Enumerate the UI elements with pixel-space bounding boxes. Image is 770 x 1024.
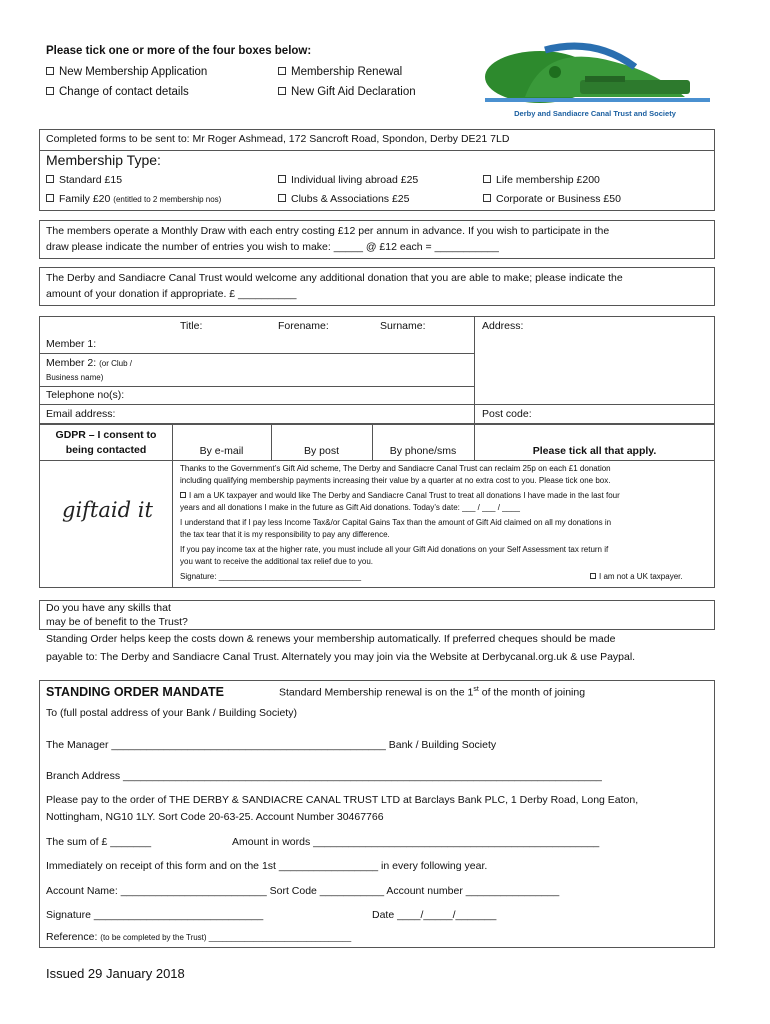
member1-label[interactable]: Member 1: [46, 338, 97, 350]
draw-text-2[interactable]: draw please indicate the number of entries you wish to make: _____ @ £12 each = ___________ [46, 241, 499, 253]
option-label: New Gift Aid Declaration [291, 86, 416, 98]
mandate-pay-2: Nottingham, NG10 1LY. Sort Code 20-63-25. Account Number 30467766 [46, 811, 384, 823]
member2-label[interactable]: Member 2: (or Club / [46, 357, 133, 369]
giftaid-uk-taxpayer[interactable]: I am a UK taxpayer and would like The Derby and Sandiacre Canal Trust to treat all donations I have made in the last four [180, 491, 620, 500]
checkbox-icon[interactable] [46, 87, 54, 95]
membership-abroad[interactable]: Individual living abroad £25 [278, 174, 418, 186]
checkbox-icon[interactable] [278, 175, 286, 183]
mandate-manager[interactable]: The Manager _______________________________________________ Bank / Building Society [46, 739, 497, 751]
checkbox-membership-renewal[interactable] [278, 66, 402, 78]
option-label: Change of contact details [59, 86, 189, 98]
instruction-heading: Please tick one or more of the four boxes below: [46, 45, 312, 57]
gdpr-tick-all: Please tick all that apply. [532, 445, 657, 457]
mandate-account[interactable]: Account Name: _________________________ Sort Code ___________ Account number ________________ [46, 885, 560, 897]
canal-logo-icon [485, 42, 710, 124]
mandate-pay-1: Please pay to the order of THE DERBY & SANDIACRE CANAL TRUST LTD at Barclays Bank PLC, 1 Derby Road, Long Eaton, [46, 794, 639, 806]
checkbox-icon[interactable] [278, 67, 286, 75]
checkbox-icon[interactable] [278, 194, 286, 202]
mandate-title: STANDING ORDER MANDATE [46, 685, 225, 699]
checkbox-icon[interactable] [46, 194, 54, 202]
checkbox-icon[interactable] [46, 67, 54, 75]
checkbox-icon[interactable] [483, 194, 491, 202]
membership-life[interactable]: Life membership £200 [483, 174, 600, 186]
membership-corporate[interactable]: Corporate or Business £50 [483, 193, 621, 205]
mandate-words[interactable]: Amount in words _________________________________________________ [232, 836, 600, 848]
send-to-text: Completed forms to be sent to: Mr Roger Ashmead, 172 Sancroft Road, Spondon, Derby DE21 7LD [46, 133, 510, 145]
col-title: Title: [180, 320, 203, 332]
membership-family[interactable]: Family £20 (entitled to 2 membership nos) [46, 193, 221, 205]
checkbox-icon[interactable] [46, 175, 54, 183]
gdpr-label-b: being contacted [65, 444, 147, 456]
draw-text-1: The members operate a Monthly Draw with each entry costing £12 per annum in advance. If you wish to participate in the [46, 225, 610, 237]
mandate-date[interactable]: Date ____/_____/_______ [372, 909, 497, 921]
mandate-sum[interactable]: The sum of £ _______ [46, 836, 152, 848]
trust-logo [485, 42, 710, 124]
checkbox-gift-aid[interactable] [278, 86, 416, 98]
member2-note: Business name) [46, 373, 104, 382]
giftaid-p4a: If you pay income tax at the higher rate, you must include all your Gift Aid donations on your Self Assessment tax return if [180, 545, 609, 554]
checkbox-icon[interactable] [590, 573, 596, 579]
mandate-renewal: Standard Membership renewal is on the 1st of the month of joining [279, 686, 586, 699]
giftaid-p3a: I understand that if I pay less Income Tax&/or Capital Gains Tax than the amount of Gift Aid claimed on all my donations in [180, 518, 612, 527]
membership-clubs[interactable]: Clubs & Associations £25 [278, 193, 409, 205]
col-address[interactable]: Address: [482, 320, 524, 332]
donation-text-1: The Derby and Sandiacre Canal Trust would welcome any additional donation that you are able to make; please indicate the [46, 272, 623, 284]
checkbox-icon[interactable] [483, 175, 491, 183]
giftaid-logo: giftaid it [62, 498, 153, 522]
checkbox-change-contact[interactable] [46, 86, 189, 98]
option-label: New Membership Application [59, 66, 208, 78]
logo-text: Derby and Sandiacre Canal Trust and Society [514, 109, 676, 118]
gdpr-by-email[interactable]: By e-mail [199, 445, 244, 457]
giftaid-p2b: years and all donations I make in the future as Gift Aid donations. Today’s date: ___ / ___ / ____ [180, 503, 520, 512]
mandate-reference: Reference: (to be completed by the Trust) ________________________________ [46, 931, 352, 943]
giftaid-p3b: the tax tear that it is my responsibility to pay any difference. [180, 530, 390, 539]
telephone-label[interactable]: Telephone no(s): [46, 389, 125, 401]
issued-date: Issued 29 January 2018 [46, 966, 185, 981]
gdpr-by-phone[interactable]: By phone/sms [389, 445, 457, 457]
email-label[interactable]: Email address: [46, 408, 116, 420]
mandate-branch[interactable]: Branch Address __________________________________________________________________________________ [46, 770, 602, 782]
skills-line-1: Do you have any skills that [46, 602, 171, 614]
postcode-label[interactable]: Post code: [482, 408, 532, 420]
giftaid-p4b: you want to receive the additional tax relief due to you. [180, 557, 374, 566]
membership-title: Membership Type: [46, 152, 161, 168]
standing-order-text-1: Standing Order helps keep the costs down & renews your membership automatically. If preferred cheques should be made [46, 633, 616, 645]
giftaid-not-uk[interactable]: I am not a UK taxpayer. [590, 572, 683, 581]
giftaid-p1b: including qualifying membership payments increasing their value by a quarter at no extra cost to you. Please tick one box. [180, 476, 611, 485]
col-forename: Forename: [278, 320, 329, 332]
mandate-immediately[interactable]: Immediately on receipt of this form and on the 1st _________________ in every following year. [46, 860, 488, 872]
col-surname: Surname: [380, 320, 426, 332]
giftaid-p1a: Thanks to the Government’s Gift Aid scheme, The Derby and Sandiacre Canal Trust can reclaim 25p on each £1 donation [180, 464, 611, 473]
donation-text-2[interactable]: amount of your donation if appropriate. £ __________ [46, 288, 297, 300]
member-details-table [39, 316, 715, 424]
option-label: Membership Renewal [291, 66, 403, 78]
checkbox-icon[interactable] [180, 492, 186, 498]
checkbox-new-membership[interactable] [46, 66, 207, 78]
checkbox-icon[interactable] [278, 87, 286, 95]
standing-order-text-2: payable to: The Derby and Sandiacre Canal Trust. Alternately you may join via the Website at Derbycanal.org.uk & use Paypal. [46, 651, 636, 663]
membership-standard[interactable]: Standard £15 [46, 174, 122, 186]
gdpr-label-a: GDPR – I consent to [55, 429, 157, 441]
mandate-bank-address: To (full postal address of your Bank / Building Society) [46, 707, 297, 719]
skills-line-2: may be of benefit to the Trust? [46, 616, 188, 628]
mandate-signature[interactable]: Signature _____________________________ [46, 909, 264, 921]
giftaid-signature[interactable]: Signature: ________________________________ [180, 572, 362, 581]
gdpr-by-post[interactable]: By post [303, 445, 340, 457]
